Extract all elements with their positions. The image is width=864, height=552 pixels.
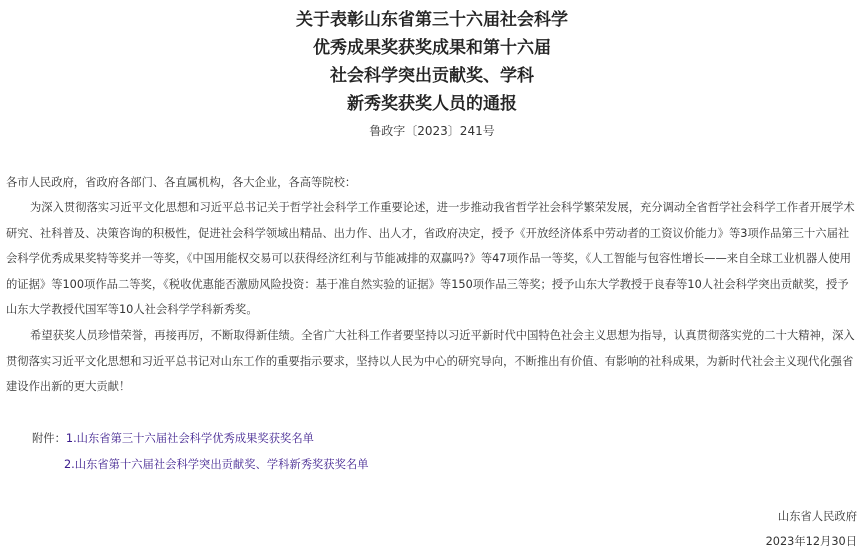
- signature-organization: 山东省人民政府: [777, 510, 857, 523]
- document-title-line-3: 社会科学突出贡献奖、学科: [330, 66, 534, 86]
- document-title-line-4: 新秀奖获奖人员的通报: [347, 94, 517, 114]
- salutation: 各市人民政府，省政府各部门、各直属机构，各大企业，各高等院校：: [6, 176, 357, 189]
- attachment-link-2[interactable]: 2.山东省第十六届社会科学突出贡献奖、学科新秀奖获奖名单: [64, 458, 369, 471]
- attachment-row-1: [32, 429, 314, 449]
- signature-date: 2023年12月30日: [765, 535, 857, 548]
- document-number: 鲁政字〔2023〕241号: [369, 124, 495, 138]
- body-paragraph-2: 希望获奖人员珍惜荣誉，再接再厉，不断取得新佳绩。全省广大社科工作者要坚持以习近平新时代中国特色社会主义思想为指导，认真贯彻落实党的二十大精神，深入贯彻落实习近平文化思想和习近平总书记对山东工作的重要指示要求，坚持以人民为中心的研究导向，不断推出有价值、有影响的社科成果，为新时代社会主义现代化强省建设作出新的更大贡献！: [6, 329, 855, 394]
- document-title-line-2: 优秀成果奖获奖成果和第十六届: [313, 38, 551, 58]
- document-title-line-1: 关于表彰山东省第三十六届社会科学: [296, 10, 568, 30]
- attachment-row-2: [64, 455, 369, 475]
- body-paragraph-1: 为深入贯彻落实习近平文化思想和习近平总书记关于哲学社会科学工作重要论述，进一步推动我省哲学社会科学繁荣发展，充分调动全省哲学社会科学工作者开展学术研究、社科普及、决策咨询的积极性，促进社会科学领域出精品、出力作、出人才，省政府决定，授予《开放经济体系中劳动者的工资议价能力》等3项作品第三十六届社会科学优秀成果奖特等奖并一等奖，《中国用能权交易可以获得经济红利与节能减排的双赢吗?》等47项作品一等奖，《人工智能与包容性增长——来自全球工业机器人使用的证据》等100项作品二等奖，《税收优惠能否激励风险投资：基于准自然实验的证据》等150项作品三等奖；授予山东大学教授于良春等10人社会科学突出贡献奖，授予山东大学教授代国军等10人社会科学学科新秀奖。: [6, 201, 855, 317]
- attachments-label: 附件：: [32, 432, 66, 445]
- attachment-link-1[interactable]: 1.山东省第三十六届社会科学优秀成果奖获奖名单: [65, 432, 314, 445]
